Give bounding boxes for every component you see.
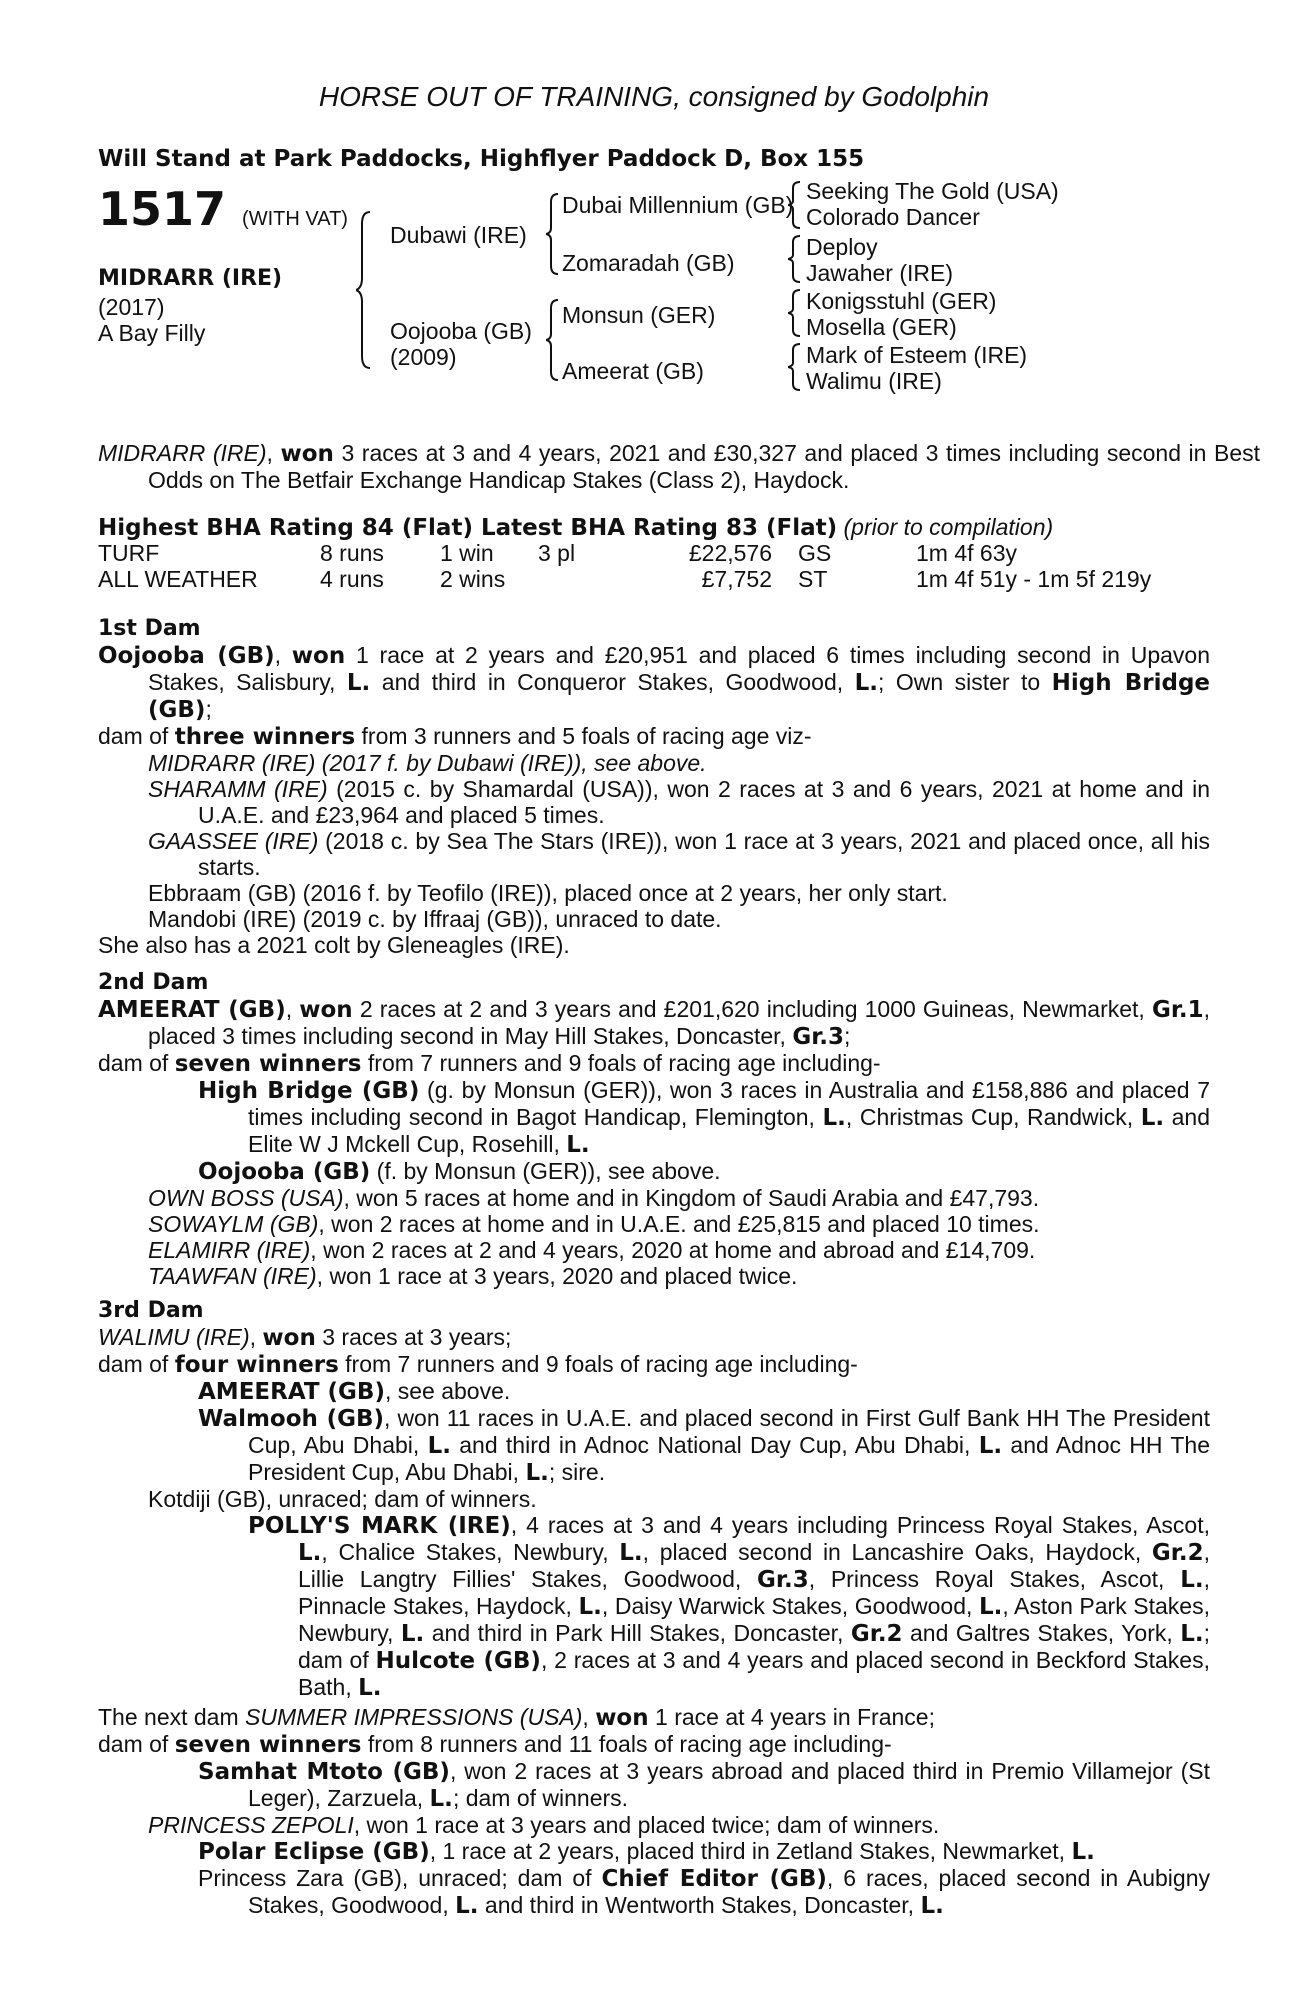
- text-run: dam of: [98, 1731, 175, 1757]
- lot-number: [98, 182, 348, 242]
- text-run: SHARAMM (IRE): [148, 776, 328, 802]
- text-run: , won 5 races at home and in Kingdom of Saudi Arabia and £47,793.: [343, 1185, 1040, 1211]
- text-run: (g. by Monsun (GER)), won 3 races in Australia and £158,886 and placed 7 times including second in Bagot Handicap, Flemington,: [248, 1077, 1211, 1130]
- text-run: L.: [429, 1786, 453, 1812]
- text-run: Gr.3: [757, 1567, 809, 1593]
- text-run: , Princess Royal Stakes, Ascot,: [808, 1566, 1181, 1592]
- text-run: Princess Zara (GB), unraced; dam of: [198, 1865, 602, 1891]
- text-run: and third in Wentworth Stakes, Doncaster,: [478, 1892, 921, 1918]
- text-run: ;: [844, 1023, 851, 1049]
- pedigree-brace-gen3-2: [788, 234, 802, 284]
- text-run: ,: [274, 642, 292, 668]
- text-run: and third in Park Hill Stakes, Doncaster,: [424, 1620, 851, 1646]
- bha-rating: [98, 514, 1053, 541]
- third-dam-produce-intro: [98, 1351, 1210, 1378]
- text-run: 3 races at 3 years;: [315, 1324, 512, 1350]
- third-dam-section: [98, 1324, 1210, 1701]
- text-run: SOWAYLM (GB): [148, 1211, 319, 1237]
- first-dam-produce-intro: [98, 723, 1210, 750]
- pedigree-gen3-sss: Seeking The Gold (USA): [806, 178, 1059, 204]
- text-run: L.: [455, 1893, 479, 1919]
- turf-surface: TURF: [98, 540, 160, 566]
- text-run: ;: [205, 696, 212, 722]
- pedigree-gen3-dss: Konigsstuhl (GER): [806, 288, 997, 314]
- next-dam-section: [98, 1704, 1210, 1919]
- text-run: L.: [358, 1675, 382, 1701]
- text-run: from 7 runners and 9 foals of racing age including-: [361, 1050, 881, 1076]
- pedigree-brace-gen3-3: [788, 288, 802, 338]
- text-run: dam of: [98, 1351, 175, 1377]
- text-run: L.: [427, 1433, 451, 1459]
- pedigree-dam-year: (2009): [390, 344, 457, 370]
- text-run: , won 11 races in U.A.E. and placed second in First Gulf Bank HH The President Cup, Abu Dhabi,: [248, 1405, 1210, 1458]
- text-run: 1 race at 2 years and £20,951 and placed 6 times including second in Upavon Stakes, Salisbury,: [148, 642, 1210, 695]
- race-summary: MIDRARR (IRE), won 3 races at 3 and 4 years, 2021 and £30,327 and placed 3 times including second in Best Odds on The Betfair Exchange Handicap Stakes (Class 2), Haydock.: [98, 440, 1260, 493]
- next-dam-produce-1: [98, 1758, 1210, 1812]
- text-run: , Lillie Langtry Fillies' Stakes, Goodwood,: [298, 1539, 1210, 1592]
- aw-distance: 1m 4f 51y - 1m 5f 219y: [916, 566, 1152, 592]
- text-run: from 3 runners and 5 foals of racing age viz-: [355, 723, 812, 749]
- text-run: three winners: [174, 724, 356, 750]
- next-dam-produce-2: [98, 1812, 1210, 1838]
- pedigree-gen3-sdd: Jawaher (IRE): [806, 260, 953, 286]
- text-run: 2 races at 2 and 3 years and £201,620 including 1000 Guineas, Newmarket,: [352, 996, 1152, 1022]
- pedigree-gen3-ddd: Walimu (IRE): [806, 368, 942, 394]
- second-dam-produce-5: [98, 1237, 1210, 1263]
- text-run: POLLY'S MARK (IRE): [248, 1513, 511, 1539]
- text-run: , see above.: [384, 1378, 511, 1404]
- text-run: , Pinnacle Stakes, Haydock,: [298, 1566, 1210, 1619]
- first-dam-section: [98, 642, 1210, 958]
- text-run: L.: [566, 1132, 590, 1158]
- pedigree-brace-sire: [546, 192, 562, 276]
- lot-number-value: 1517: [98, 182, 227, 236]
- pedigree-gen3-dsd: Mosella (GER): [806, 314, 957, 340]
- text-run: , won 1 race at 3 years and placed twice; dam of winners.: [353, 1812, 940, 1838]
- first-dam-produce-2: [98, 776, 1210, 828]
- text-run: ,: [249, 1324, 263, 1350]
- first-dam-produce-3: [98, 828, 1210, 880]
- text-run: , won 2 races at 2 and 4 years, 2020 at home and abroad and £14,709.: [310, 1237, 1036, 1263]
- text-run: , 4 races at 3 and 4 years including Princess Royal Stakes, Ascot,: [510, 1512, 1210, 1538]
- text-run: , won 2 races at 3 years abroad and placed third in Premio Villamejor (St Leger), Zarzuela,: [248, 1758, 1210, 1811]
- text-run: , placed 3 times including second in May Hill Stakes, Doncaster,: [148, 996, 1211, 1049]
- second-dam-produce-intro: [98, 1050, 1210, 1077]
- turf-going: GS: [798, 540, 832, 566]
- text-run: L.: [1140, 1105, 1165, 1131]
- aw-money: £7,752: [701, 566, 772, 592]
- text-run: four winners: [174, 1352, 339, 1378]
- horse-year: (2017): [98, 294, 165, 320]
- second-dam-produce-3: [98, 1185, 1210, 1211]
- third-dam-produce-3: [98, 1486, 1210, 1512]
- first-dam-produce-4: [98, 880, 1210, 906]
- pedigree-sire: Dubawi (IRE): [390, 222, 527, 248]
- text-run: Oojooba (GB): [98, 643, 275, 669]
- pedigree-sire-dam: Zomaradah (GB): [562, 250, 735, 276]
- text-run: ; dam of: [298, 1620, 1211, 1673]
- second-dam-produce-4: [98, 1211, 1210, 1237]
- aw-going: ST: [798, 566, 828, 592]
- text-run: , won 1 race at 3 years, 2020 and placed twice.: [316, 1263, 798, 1289]
- third-dam-record: [98, 1324, 1210, 1351]
- next-dam-record: [98, 1704, 1210, 1731]
- pedigree-sire-sire: Dubai Millennium (GB): [562, 192, 794, 218]
- pedigree-brace-main: [356, 210, 376, 370]
- second-dam-produce-2: [98, 1158, 1210, 1185]
- second-dam-produce-6: [98, 1263, 1210, 1289]
- text-run: L.: [978, 1594, 1003, 1620]
- text-run: dam of: [98, 723, 175, 749]
- text-run: won: [291, 643, 346, 669]
- summary-text: 3 races at 3 and 4 years, 2021 and £30,327 and placed 3 times including second in Best Odds on The Betfair Exchange Handicap Stakes (Class 2), Haydock.: [148, 440, 1260, 493]
- text-run: dam of: [98, 1050, 175, 1076]
- text-run: PRINCESS ZEPOLI: [148, 1812, 354, 1838]
- text-run: L.: [400, 1621, 425, 1647]
- summary-won: won: [280, 441, 334, 467]
- text-run: High Bridge (GB): [148, 670, 1211, 723]
- text-run: Walmooh (GB): [198, 1406, 384, 1432]
- next-dam-produce-intro: [98, 1731, 1210, 1758]
- first-dam-produce-5: [98, 906, 1210, 932]
- text-run: TAAWFAN (IRE): [148, 1263, 317, 1289]
- stand-location: Will Stand at Park Paddocks, Highflyer Paddock D, Box 155: [98, 146, 865, 172]
- text-run: L.: [346, 670, 371, 696]
- turf-runs: 8 runs: [320, 540, 384, 566]
- text-run: Oojooba (GB): [198, 1159, 371, 1185]
- text-run: L.: [578, 1594, 602, 1620]
- text-run: GAASSEE (IRE): [148, 828, 319, 854]
- text-run: L.: [1180, 1621, 1204, 1647]
- text-run: Hulcote (GB): [375, 1648, 541, 1674]
- aw-wins: 2 wins: [440, 566, 506, 592]
- text-run: OWN BOSS (USA): [148, 1185, 344, 1211]
- text-run: Kotdiji (GB), unraced; dam of winners.: [148, 1486, 537, 1512]
- text-run: L.: [298, 1540, 322, 1566]
- pedigree-dam-dam: Ameerat (GB): [562, 358, 704, 384]
- text-run: L.: [920, 1893, 944, 1919]
- pedigree-brace-gen3-4: [788, 342, 802, 392]
- text-run: L.: [822, 1105, 846, 1131]
- text-run: (f. by Monsun (GER)), see above.: [370, 1158, 721, 1184]
- text-run: won: [299, 997, 353, 1023]
- text-run: L.: [854, 670, 878, 696]
- pedigree-gen3-ssd: Colorado Dancer: [806, 204, 980, 230]
- pedigree-gen3-sds: Deploy: [806, 234, 878, 260]
- text-run: (2017 f. by Dubawi (IRE)), see above.: [315, 750, 707, 776]
- text-run: (2018 c. by Sea The Stars (IRE)), won 1 race at 3 years, 2021 and placed once, all his starts.: [198, 828, 1210, 880]
- bha-rating-note: (prior to compilation): [843, 514, 1054, 540]
- text-run: L.: [1180, 1567, 1204, 1593]
- text-run: The next dam: [98, 1704, 246, 1730]
- horse-name: MIDRARR (IRE): [98, 266, 283, 291]
- pedigree-dam: Oojooba (GB): [390, 318, 532, 344]
- aw-surface: ALL WEATHER: [98, 566, 258, 592]
- turf-distance: 1m 4f 63y: [916, 540, 1017, 566]
- text-run: L.: [525, 1460, 549, 1486]
- pedigree-brace-gen3-1: [788, 180, 802, 230]
- text-run: , 1 race at 2 years, placed third in Zetland Stakes, Newmarket,: [429, 1838, 1072, 1864]
- summary-horse-name: MIDRARR (IRE): [98, 440, 267, 466]
- second-dam-section: [98, 996, 1210, 1289]
- third-dam-heading: 3rd Dam: [98, 1298, 204, 1323]
- turf-placed: 3 pl: [538, 540, 576, 566]
- text-run: , won 2 races at home and in U.A.E. and £25,815 and placed 10 times.: [318, 1211, 1040, 1237]
- text-run: AMEERAT (GB): [198, 1379, 385, 1405]
- text-run: Chief Editor (GB): [601, 1866, 827, 1892]
- first-dam-produce-1: [98, 750, 1210, 776]
- turf-money: £22,576: [688, 540, 772, 566]
- text-run: Gr.2: [1151, 1540, 1204, 1566]
- bha-rating-bold: Highest BHA Rating 84 (Flat) Latest BHA Rating 83 (Flat): [98, 515, 838, 541]
- text-run: , 2 races at 3 and 4 years and placed second in Beckford Stakes, Bath,: [298, 1647, 1210, 1700]
- next-dam-grandproduce-2: [98, 1865, 1210, 1919]
- text-run: and Galtres Stakes, York,: [902, 1620, 1181, 1646]
- text-run: , placed second in Lancashire Oaks, Haydock,: [642, 1539, 1152, 1565]
- third-dam-produce-1: [98, 1378, 1210, 1405]
- text-run: and third in Conqueror Stakes, Goodwood,: [370, 669, 855, 695]
- aw-runs: 4 runs: [320, 566, 384, 592]
- first-dam-tail: She also has a 2021 colt by Gleneagles (IRE).: [98, 932, 570, 958]
- third-dam-grandproduce-1: [98, 1512, 1210, 1701]
- text-run: seven winners: [174, 1051, 362, 1077]
- pedigree-gen3-dds: Mark of Esteem (IRE): [806, 342, 1028, 368]
- text-run: High Bridge (GB): [198, 1078, 420, 1104]
- text-run: L.: [1071, 1839, 1095, 1865]
- text-run: Mandobi (IRE) (2019 c. by Iffraaj (GB)), unraced to date.: [148, 906, 722, 932]
- page-header: HORSE OUT OF TRAINING, consigned by Godolphin: [318, 81, 990, 112]
- second-dam-produce-1: [98, 1077, 1210, 1158]
- text-run: MIDRARR (IRE): [148, 750, 316, 776]
- text-run: ,: [582, 1704, 596, 1730]
- pedigree-brace-dam: [546, 298, 562, 382]
- text-run: L.: [619, 1540, 643, 1566]
- text-run: won: [262, 1325, 316, 1351]
- text-run: and Adnoc HH The President Cup, Abu Dhabi,: [248, 1432, 1210, 1485]
- text-run: ,: [285, 996, 300, 1022]
- text-run: Gr.3: [792, 1024, 845, 1050]
- second-dam-heading: 2nd Dam: [98, 970, 209, 995]
- text-run: (2015 c. by Shamardal (USA)), won 2 races at 3 and 6 years, 2021 at home and in U.A.E. and £23,964 and placed 5 times.: [198, 776, 1210, 828]
- text-run: ; Own sister to: [878, 669, 1052, 695]
- text-run: from 8 runners and 11 foals of racing age including-: [361, 1731, 892, 1757]
- text-run: , Christmas Cup, Randwick,: [845, 1104, 1141, 1130]
- text-run: AMEERAT (GB): [98, 997, 286, 1023]
- text-run: Samhat Mtoto (GB): [198, 1759, 450, 1785]
- turf-wins: 1 win: [440, 540, 494, 566]
- text-run: , 6 races, placed second in Aubigny Stakes, Goodwood,: [248, 1865, 1210, 1918]
- horse-description: A Bay Filly: [98, 320, 206, 346]
- text-run: Gr.1: [1151, 997, 1204, 1023]
- text-run: ; sire.: [548, 1459, 606, 1485]
- text-run: ELAMIRR (IRE): [148, 1237, 311, 1263]
- text-run: Polar Eclipse (GB): [198, 1839, 430, 1865]
- text-run: SUMMER IMPRESSIONS (USA): [245, 1704, 583, 1730]
- text-run: ; dam of winners.: [452, 1785, 629, 1811]
- text-run: L.: [978, 1433, 1003, 1459]
- lot-vat-note: (WITH VAT): [242, 208, 348, 230]
- next-dam-grandproduce-1: [98, 1838, 1210, 1865]
- text-run: , Aston Park Stakes, Newbury,: [298, 1593, 1210, 1646]
- text-run: and third in Adnoc National Day Cup, Abu Dhabi,: [450, 1432, 979, 1458]
- first-dam-heading: 1st Dam: [98, 616, 201, 641]
- third-dam-produce-2: [98, 1405, 1210, 1486]
- text-run: from 7 runners and 9 foals of racing age including-: [338, 1351, 858, 1377]
- text-run: WALIMU (IRE): [98, 1324, 250, 1350]
- pedigree-dam-sire: Monsun (GER): [562, 302, 716, 328]
- text-run: seven winners: [174, 1732, 362, 1758]
- text-run: and Elite W J Mckell Cup, Rosehill,: [248, 1104, 1211, 1157]
- second-dam-record: [98, 996, 1210, 1050]
- first-dam-record: [98, 642, 1210, 723]
- text-run: , Chalice Stakes, Newbury,: [321, 1539, 620, 1565]
- text-run: 1 race at 4 years in France;: [648, 1704, 935, 1730]
- text-run: , Daisy Warwick Stakes, Goodwood,: [601, 1593, 979, 1619]
- text-run: Ebbraam (GB) (2016 f. by Teofilo (IRE)), placed once at 2 years, her only start.: [148, 880, 948, 906]
- text-run: won: [595, 1705, 649, 1731]
- text-run: Gr.2: [850, 1621, 903, 1647]
